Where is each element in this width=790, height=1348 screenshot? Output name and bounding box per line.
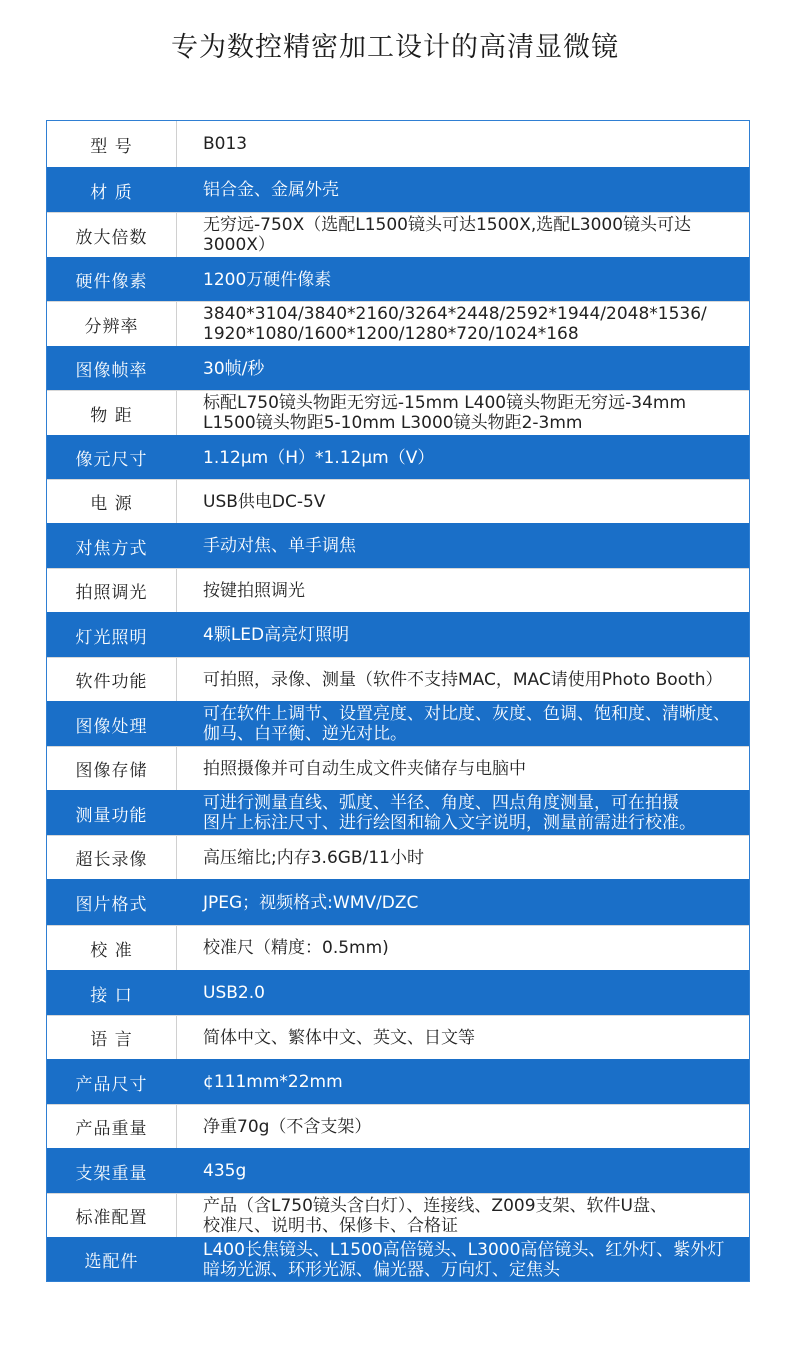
spec-row [47, 1148, 749, 1193]
spec-row [47, 1193, 749, 1237]
spec-row [47, 1104, 749, 1148]
spec-value: 标配L750镜头物距无穷远-15mm L400镜头物距无穷远-34mm L1500镜头物距5-10mm L3000镜头物距2-3mm [203, 393, 687, 433]
spec-value: 产品（含L750镜头含白灯）、连接线、Z009支架、软件U盘、 校准尺、说明书、保修卡、合格证 [203, 1195, 667, 1236]
spec-value: 435g [203, 1161, 247, 1181]
spec-label: 拍照调光 [47, 569, 177, 612]
spec-label: 对焦方式 [47, 524, 177, 568]
spec-label: 像元尺寸 [47, 436, 177, 479]
spec-row [47, 257, 749, 301]
spec-label: 物 距 [47, 391, 177, 435]
spec-label: 软件功能 [47, 658, 177, 701]
spec-row [47, 523, 749, 568]
spec-value: 可拍照，录像、测量（软件不支持MAC，MAC请使用Photo Booth） [203, 669, 723, 690]
spec-row [47, 1237, 749, 1281]
spec-value: 3840*3104/3840*2160/3264*2448/2592*1944/2048*1536/ 1920*1080/1600*1200/1280*720/1024*168 [203, 304, 707, 344]
spec-row [47, 970, 749, 1015]
spec-value: 1.12μm（H）*1.12μm（V） [203, 447, 435, 468]
spec-value: 手动对焦、单手调焦 [203, 536, 356, 556]
spec-value: 可进行测量直线、弧度、半径、角度、四点角度测量，可在拍摄 图片上标注尺寸、进行绘图和输入文字说明，测量前需进行校准。 [203, 793, 696, 833]
spec-value: 4颗LED高亮灯照明 [203, 625, 350, 645]
spec-label: 测量功能 [47, 791, 177, 835]
spec-label: 校 准 [47, 926, 177, 970]
spec-table [46, 120, 750, 1282]
spec-row [47, 301, 749, 346]
spec-value: 无穷远-750X（选配L1500镜头可达1500X,选配L3000镜头可达3000X） [203, 215, 692, 255]
spec-row [47, 435, 749, 479]
spec-row [47, 657, 749, 701]
spec-value: 按键拍照调光 [203, 580, 305, 601]
spec-row [47, 1059, 749, 1104]
spec-label: 灯光照明 [47, 613, 177, 657]
spec-row [47, 612, 749, 657]
spec-label: 图像处理 [47, 702, 177, 746]
spec-row [47, 835, 749, 879]
spec-label: 图像存储 [47, 747, 177, 790]
spec-label: 硬件像素 [47, 258, 177, 301]
spec-row [47, 390, 749, 435]
spec-value: 高压缩比;内存3.6GB/11小时 [203, 847, 424, 868]
spec-label: 语 言 [47, 1016, 177, 1059]
spec-value: 铝合金、金属外壳 [203, 180, 339, 200]
spec-value: USB供电DC-5V [203, 491, 326, 512]
spec-value: USB2.0 [203, 983, 265, 1003]
spec-label: 材 质 [47, 168, 177, 212]
spec-value: B013 [203, 134, 248, 154]
spec-row [47, 925, 749, 970]
spec-label: 分辨率 [47, 302, 177, 346]
spec-label: 产品尺寸 [47, 1060, 177, 1104]
spec-value: 简体中文、繁体中文、英文、日文等 [203, 1027, 475, 1048]
spec-row [47, 701, 749, 746]
spec-value: 净重70g（不含支架） [203, 1116, 372, 1137]
page-title: 专为数控精密加工设计的高清显微镜 [171, 32, 619, 63]
spec-value: 30帧/秒 [203, 358, 265, 379]
spec-value: 拍照摄像并可自动生成文件夹储存与电脑中 [203, 758, 526, 779]
spec-row [47, 568, 749, 612]
spec-value: ¢111mm*22mm [203, 1072, 343, 1092]
spec-row [47, 479, 749, 523]
spec-label: 产品重量 [47, 1105, 177, 1148]
spec-row [47, 746, 749, 790]
spec-value: 可在软件上调节、设置亮度、对比度、灰度、色调、饱和度、清晰度、 伽马、白平衡、逆光对比。 [203, 704, 730, 744]
spec-label: 放大倍数 [47, 213, 177, 257]
spec-label: 图像帧率 [47, 347, 177, 390]
spec-label: 选配件 [47, 1238, 177, 1281]
spec-row [47, 212, 749, 257]
spec-row [47, 346, 749, 390]
spec-label: 超长录像 [47, 836, 177, 879]
spec-label: 标准配置 [47, 1194, 177, 1237]
spec-row [47, 167, 749, 212]
spec-value: L400长焦镜头、L1500高倍镜头、L3000高倍镜头、红外灯、紫外灯 暗场光源、环形光源、偏光器、万向灯、定焦头 [203, 1239, 725, 1280]
spec-label: 支架重量 [47, 1149, 177, 1193]
spec-row [47, 121, 749, 167]
spec-value: 1200万硬件像素 [203, 269, 332, 290]
spec-row [47, 1015, 749, 1059]
spec-label: 电 源 [47, 480, 177, 523]
spec-label: 型 号 [47, 121, 177, 167]
spec-value: JPEG；视频格式:WMV/DZC [203, 892, 419, 913]
spec-label: 接 口 [47, 971, 177, 1015]
spec-value: 校准尺（精度：0.5mm) [203, 938, 389, 958]
spec-row [47, 790, 749, 835]
spec-label: 图片格式 [47, 880, 177, 925]
spec-row [47, 879, 749, 925]
